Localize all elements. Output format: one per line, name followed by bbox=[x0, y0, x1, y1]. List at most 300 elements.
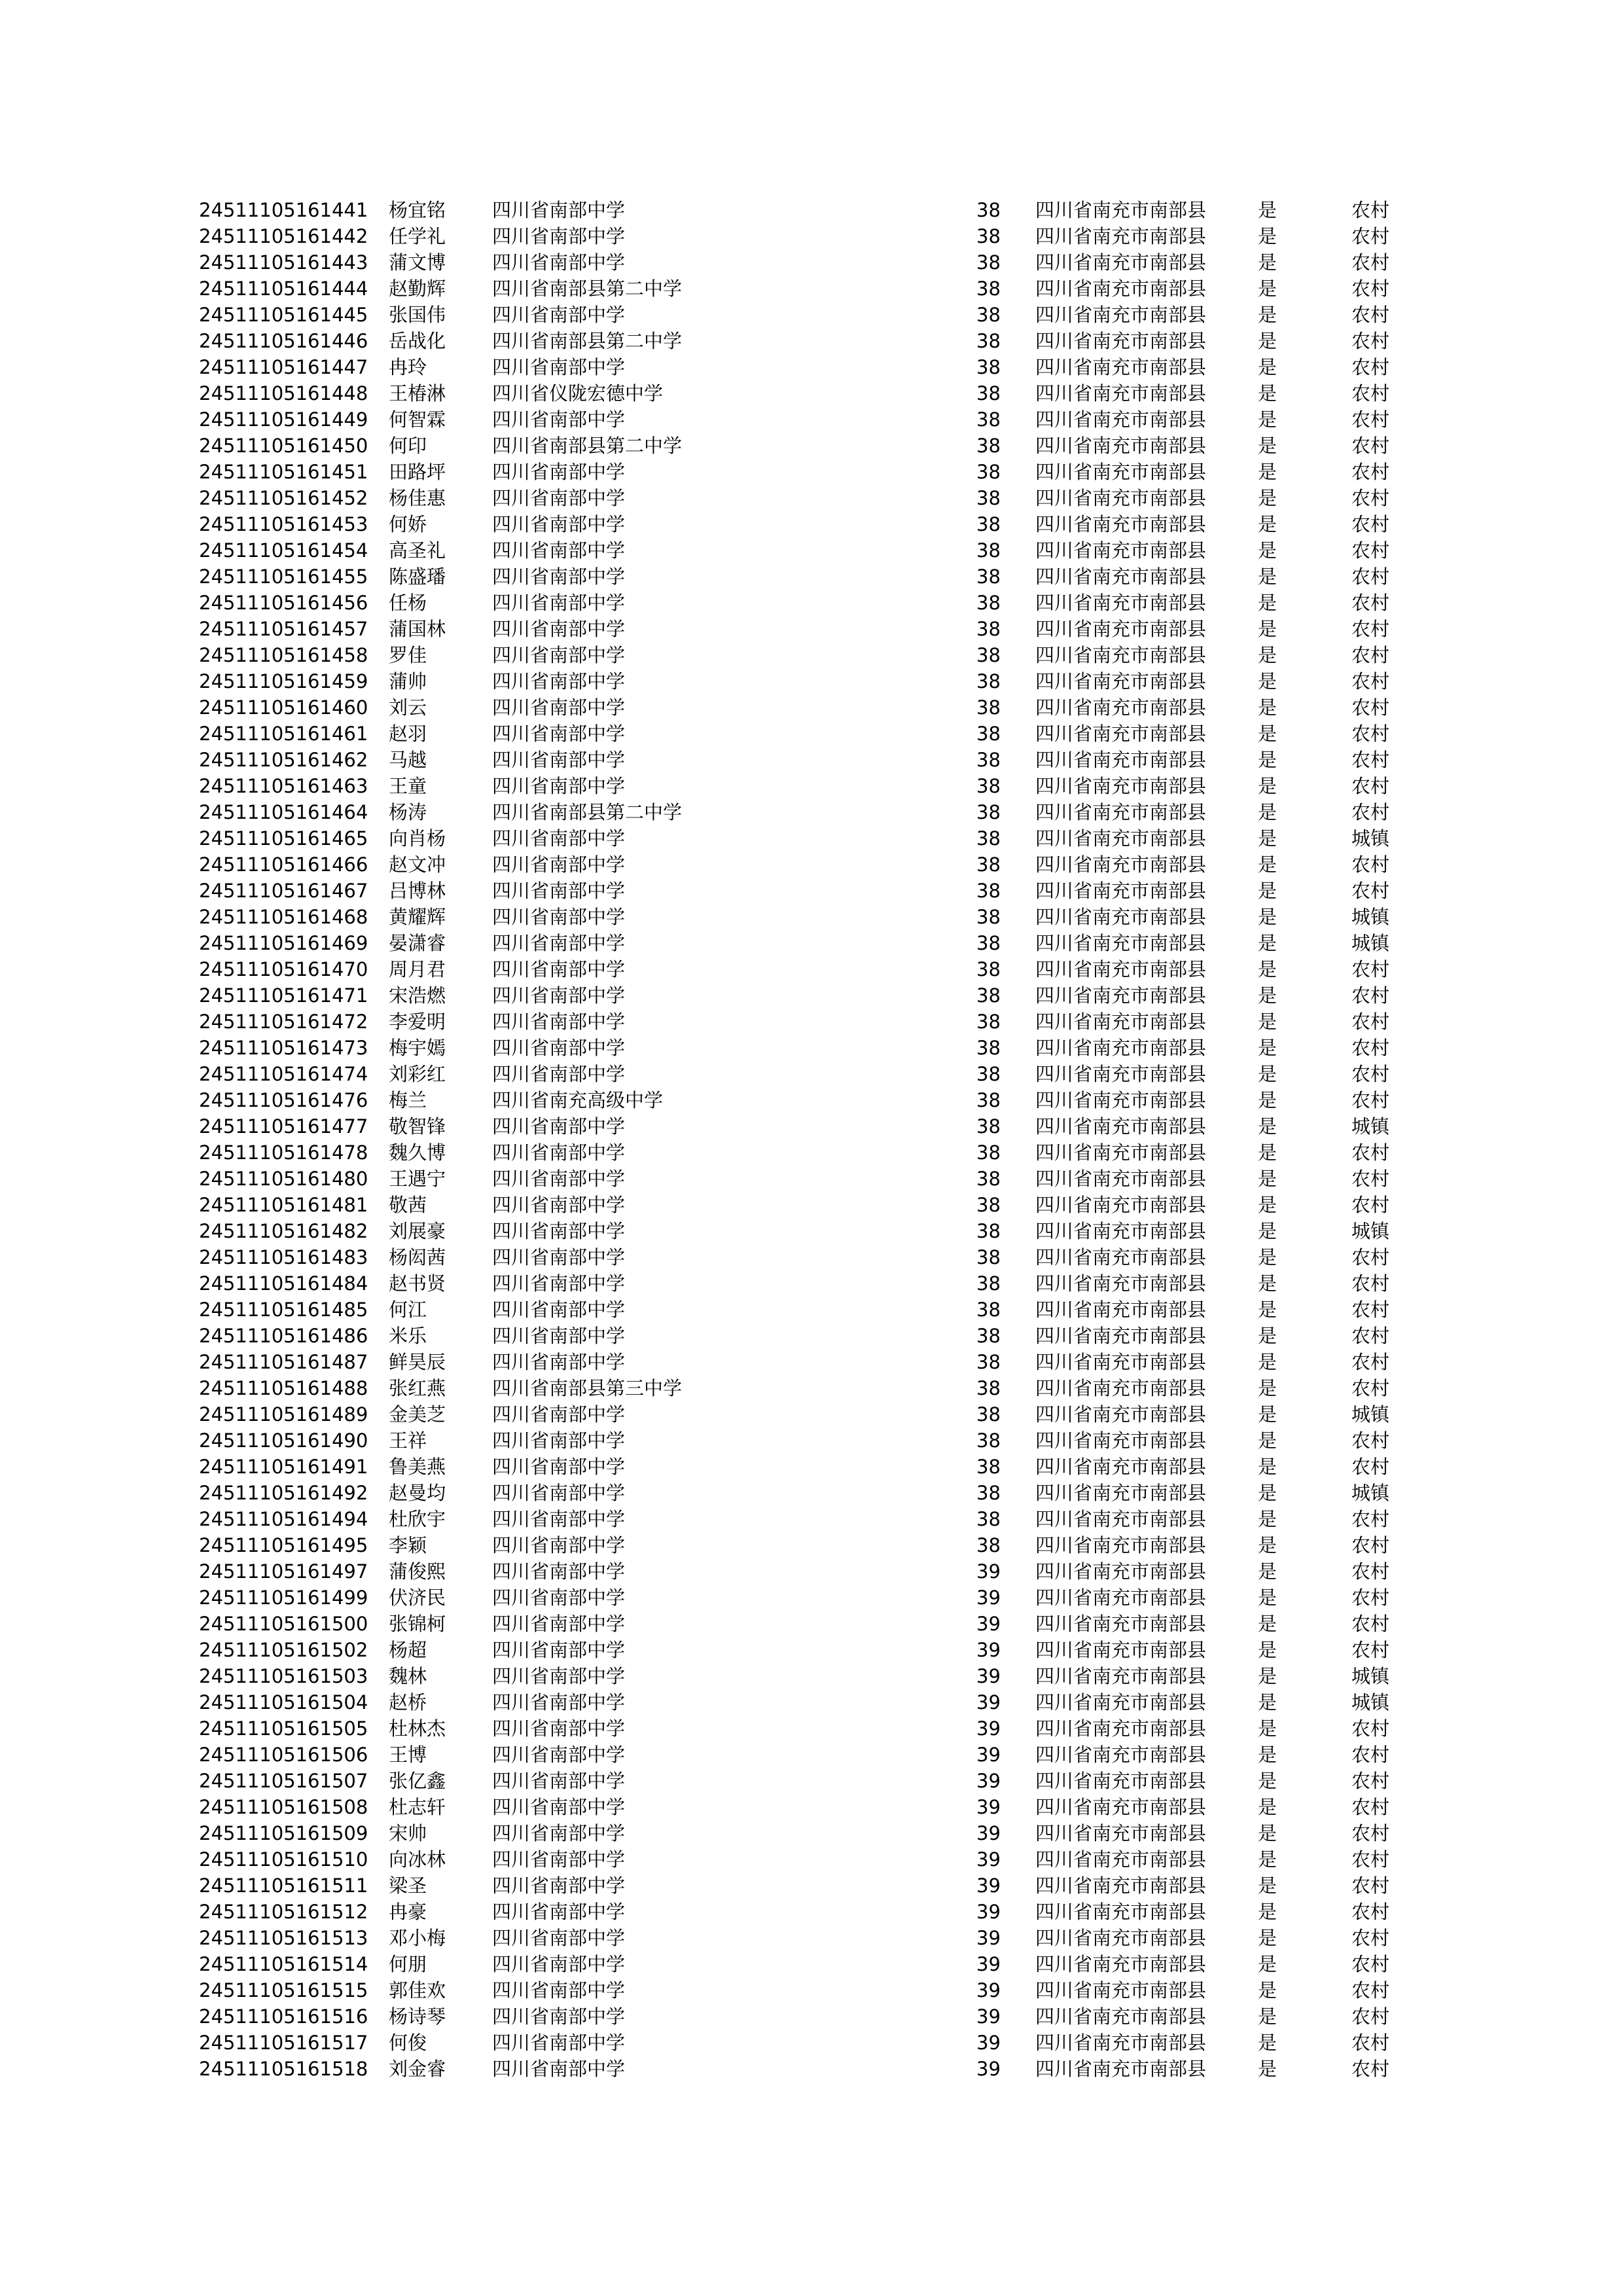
student-name-cell: 魏久博 bbox=[389, 1141, 446, 1164]
exam-id-cell: 24511105161454 bbox=[199, 539, 368, 562]
eligibility-cell: 是 bbox=[1258, 696, 1277, 719]
student-name-cell: 张亿鑫 bbox=[389, 1770, 446, 1792]
table-row bbox=[199, 1951, 1430, 1977]
address-cell: 四川省南充市南部县 bbox=[1035, 1848, 1207, 1871]
score-cell: 38 bbox=[976, 1063, 1001, 1085]
school-cell: 四川省南部中学 bbox=[492, 199, 626, 221]
eligibility-cell: 是 bbox=[1258, 1560, 1277, 1583]
table-row bbox=[199, 1585, 1430, 1611]
score-cell: 38 bbox=[976, 1194, 1001, 1216]
eligibility-cell: 是 bbox=[1258, 251, 1277, 274]
exam-id-cell: 24511105161458 bbox=[199, 644, 368, 666]
residence-type-cell: 农村 bbox=[1351, 1351, 1390, 1373]
eligibility-cell: 是 bbox=[1258, 1848, 1277, 1871]
table-row bbox=[199, 1375, 1430, 1401]
eligibility-cell: 是 bbox=[1258, 749, 1277, 771]
school-cell: 四川省南部中学 bbox=[492, 723, 626, 745]
address-cell: 四川省南充市南部县 bbox=[1035, 696, 1207, 719]
student-name-cell: 李爱明 bbox=[389, 1011, 446, 1033]
score-cell: 39 bbox=[976, 1901, 1001, 1923]
address-cell: 四川省南充市南部县 bbox=[1035, 251, 1207, 274]
exam-id-cell: 24511105161472 bbox=[199, 1011, 368, 1033]
residence-type-cell: 农村 bbox=[1351, 1429, 1390, 1452]
exam-id-cell: 24511105161476 bbox=[199, 1089, 368, 1111]
eligibility-cell: 是 bbox=[1258, 1796, 1277, 1818]
school-cell: 四川省南部中学 bbox=[492, 1220, 626, 1242]
score-cell: 38 bbox=[976, 1325, 1001, 1347]
school-cell: 四川省南部中学 bbox=[492, 1717, 626, 1740]
address-cell: 四川省南充市南部县 bbox=[1035, 225, 1207, 247]
eligibility-cell: 是 bbox=[1258, 1220, 1277, 1242]
school-cell: 四川省南部中学 bbox=[492, 304, 626, 326]
school-cell: 四川省南部中学 bbox=[492, 513, 626, 535]
score-cell: 39 bbox=[976, 2005, 1001, 2028]
residence-type-cell: 农村 bbox=[1351, 330, 1390, 352]
score-cell: 38 bbox=[976, 1456, 1001, 1478]
student-name-cell: 刘金睿 bbox=[389, 2058, 446, 2080]
address-cell: 四川省南充市南部县 bbox=[1035, 749, 1207, 771]
student-name-cell: 杨涛 bbox=[389, 801, 427, 823]
exam-id-cell: 24511105161474 bbox=[199, 1063, 368, 1085]
school-cell: 四川省南部中学 bbox=[492, 1953, 626, 1975]
address-cell: 四川省南充市南部县 bbox=[1035, 565, 1207, 588]
eligibility-cell: 是 bbox=[1258, 1717, 1277, 1740]
residence-type-cell: 城镇 bbox=[1351, 1115, 1390, 1138]
score-cell: 38 bbox=[976, 906, 1001, 928]
residence-type-cell: 农村 bbox=[1351, 1456, 1390, 1478]
address-cell: 四川省南充市南部县 bbox=[1035, 1482, 1207, 1504]
exam-id-cell: 24511105161490 bbox=[199, 1429, 368, 1452]
residence-type-cell: 农村 bbox=[1351, 382, 1390, 404]
student-name-cell: 伏济民 bbox=[389, 1587, 446, 1609]
residence-type-cell: 城镇 bbox=[1351, 1665, 1390, 1687]
score-cell: 38 bbox=[976, 199, 1001, 221]
student-name-cell: 赵曼均 bbox=[389, 1482, 446, 1504]
exam-id-cell: 24511105161471 bbox=[199, 984, 368, 1007]
table-row bbox=[199, 406, 1430, 433]
residence-type-cell: 农村 bbox=[1351, 1377, 1390, 1399]
student-roster-table bbox=[199, 197, 1430, 2082]
score-cell: 39 bbox=[976, 1979, 1001, 2001]
table-row bbox=[199, 590, 1430, 616]
eligibility-cell: 是 bbox=[1258, 2032, 1277, 2054]
student-name-cell: 赵羽 bbox=[389, 723, 427, 745]
address-cell: 四川省南充市南部县 bbox=[1035, 2058, 1207, 2080]
table-row bbox=[199, 1846, 1430, 1873]
school-cell: 四川省南部中学 bbox=[492, 2005, 626, 2028]
table-row bbox=[199, 511, 1430, 537]
exam-id-cell: 24511105161484 bbox=[199, 1272, 368, 1295]
student-name-cell: 敬智锋 bbox=[389, 1115, 446, 1138]
student-name-cell: 杜欣宇 bbox=[389, 1508, 446, 1530]
student-name-cell: 冉豪 bbox=[389, 1901, 427, 1923]
exam-id-cell: 24511105161492 bbox=[199, 1482, 368, 1504]
student-name-cell: 米乐 bbox=[389, 1325, 427, 1347]
table-row bbox=[199, 930, 1430, 956]
eligibility-cell: 是 bbox=[1258, 330, 1277, 352]
exam-id-cell: 24511105161452 bbox=[199, 487, 368, 509]
exam-id-cell: 24511105161448 bbox=[199, 382, 368, 404]
eligibility-cell: 是 bbox=[1258, 1194, 1277, 1216]
exam-id-cell: 24511105161449 bbox=[199, 408, 368, 431]
table-row bbox=[199, 1218, 1430, 1244]
table-row bbox=[199, 1323, 1430, 1349]
residence-type-cell: 农村 bbox=[1351, 435, 1390, 457]
exam-id-cell: 24511105161514 bbox=[199, 1953, 368, 1975]
student-name-cell: 蒲文博 bbox=[389, 251, 446, 274]
eligibility-cell: 是 bbox=[1258, 670, 1277, 692]
student-name-cell: 吕博林 bbox=[389, 880, 446, 902]
table-row bbox=[199, 1925, 1430, 1951]
school-cell: 四川省南部中学 bbox=[492, 592, 626, 614]
school-cell: 四川省南部中学 bbox=[492, 1560, 626, 1583]
exam-id-cell: 24511105161499 bbox=[199, 1587, 368, 1609]
score-cell: 38 bbox=[976, 696, 1001, 719]
student-name-cell: 高圣礼 bbox=[389, 539, 446, 562]
eligibility-cell: 是 bbox=[1258, 958, 1277, 980]
table-row bbox=[199, 1742, 1430, 1768]
residence-type-cell: 农村 bbox=[1351, 958, 1390, 980]
exam-id-cell: 24511105161502 bbox=[199, 1639, 368, 1661]
score-cell: 39 bbox=[976, 2058, 1001, 2080]
eligibility-cell: 是 bbox=[1258, 1377, 1277, 1399]
address-cell: 四川省南充市南部县 bbox=[1035, 304, 1207, 326]
table-row bbox=[199, 1192, 1430, 1218]
school-cell: 四川省南部中学 bbox=[492, 1613, 626, 1635]
exam-id-cell: 24511105161512 bbox=[199, 1901, 368, 1923]
student-name-cell: 邓小梅 bbox=[389, 1927, 446, 1949]
address-cell: 四川省南充市南部县 bbox=[1035, 408, 1207, 431]
address-cell: 四川省南充市南部县 bbox=[1035, 1587, 1207, 1609]
table-row bbox=[199, 1794, 1430, 1820]
residence-type-cell: 农村 bbox=[1351, 1744, 1390, 1766]
residence-type-cell: 农村 bbox=[1351, 251, 1390, 274]
residence-type-cell: 农村 bbox=[1351, 304, 1390, 326]
address-cell: 四川省南充市南部县 bbox=[1035, 827, 1207, 850]
residence-type-cell: 农村 bbox=[1351, 801, 1390, 823]
residence-type-cell: 农村 bbox=[1351, 1508, 1390, 1530]
exam-id-cell: 24511105161482 bbox=[199, 1220, 368, 1242]
eligibility-cell: 是 bbox=[1258, 932, 1277, 954]
student-name-cell: 梅宇嫣 bbox=[389, 1037, 446, 1059]
table-row bbox=[199, 1611, 1430, 1637]
residence-type-cell: 农村 bbox=[1351, 1168, 1390, 1190]
school-cell: 四川省南部中学 bbox=[492, 1194, 626, 1216]
school-cell: 四川省南部中学 bbox=[492, 906, 626, 928]
score-cell: 38 bbox=[976, 382, 1001, 404]
score-cell: 38 bbox=[976, 408, 1001, 431]
eligibility-cell: 是 bbox=[1258, 356, 1277, 378]
school-cell: 四川省南部中学 bbox=[492, 880, 626, 902]
table-row bbox=[199, 223, 1430, 249]
eligibility-cell: 是 bbox=[1258, 435, 1277, 457]
exam-id-cell: 24511105161441 bbox=[199, 199, 368, 221]
exam-id-cell: 24511105161470 bbox=[199, 958, 368, 980]
score-cell: 38 bbox=[976, 827, 1001, 850]
residence-type-cell: 农村 bbox=[1351, 1246, 1390, 1268]
address-cell: 四川省南充市南部县 bbox=[1035, 1351, 1207, 1373]
eligibility-cell: 是 bbox=[1258, 1822, 1277, 1844]
score-cell: 38 bbox=[976, 958, 1001, 980]
eligibility-cell: 是 bbox=[1258, 1456, 1277, 1478]
exam-id-cell: 24511105161518 bbox=[199, 2058, 368, 2080]
eligibility-cell: 是 bbox=[1258, 1351, 1277, 1373]
exam-id-cell: 24511105161444 bbox=[199, 278, 368, 300]
school-cell: 四川省南部县第二中学 bbox=[492, 330, 683, 352]
eligibility-cell: 是 bbox=[1258, 618, 1277, 640]
exam-id-cell: 24511105161486 bbox=[199, 1325, 368, 1347]
residence-type-cell: 农村 bbox=[1351, 618, 1390, 640]
exam-id-cell: 24511105161469 bbox=[199, 932, 368, 954]
table-row bbox=[199, 1873, 1430, 1899]
school-cell: 四川省南部县第三中学 bbox=[492, 1377, 683, 1399]
school-cell: 四川省南部中学 bbox=[492, 932, 626, 954]
score-cell: 38 bbox=[976, 565, 1001, 588]
exam-id-cell: 24511105161450 bbox=[199, 435, 368, 457]
school-cell: 四川省南部中学 bbox=[492, 1587, 626, 1609]
exam-id-cell: 24511105161510 bbox=[199, 1848, 368, 1871]
address-cell: 四川省南充市南部县 bbox=[1035, 1456, 1207, 1478]
table-row bbox=[199, 773, 1430, 799]
address-cell: 四川省南充市南部县 bbox=[1035, 592, 1207, 614]
address-cell: 四川省南充市南部县 bbox=[1035, 670, 1207, 692]
student-name-cell: 赵勤辉 bbox=[389, 278, 446, 300]
table-row bbox=[199, 459, 1430, 485]
eligibility-cell: 是 bbox=[1258, 1325, 1277, 1347]
school-cell: 四川省南部中学 bbox=[492, 1325, 626, 1347]
eligibility-cell: 是 bbox=[1258, 1429, 1277, 1452]
residence-type-cell: 农村 bbox=[1351, 749, 1390, 771]
table-row bbox=[199, 1715, 1430, 1742]
eligibility-cell: 是 bbox=[1258, 1037, 1277, 1059]
table-row bbox=[199, 904, 1430, 930]
residence-type-cell: 农村 bbox=[1351, 2005, 1390, 2028]
address-cell: 四川省南充市南部县 bbox=[1035, 1037, 1207, 1059]
table-row bbox=[199, 1087, 1430, 1113]
table-row bbox=[199, 616, 1430, 642]
address-cell: 四川省南充市南部县 bbox=[1035, 1874, 1207, 1897]
eligibility-cell: 是 bbox=[1258, 1744, 1277, 1766]
exam-id-cell: 24511105161466 bbox=[199, 853, 368, 876]
exam-id-cell: 24511105161489 bbox=[199, 1403, 368, 1426]
table-row bbox=[199, 1113, 1430, 1139]
school-cell: 四川省南部中学 bbox=[492, 408, 626, 431]
school-cell: 四川省南部中学 bbox=[492, 618, 626, 640]
eligibility-cell: 是 bbox=[1258, 565, 1277, 588]
address-cell: 四川省南充市南部县 bbox=[1035, 1822, 1207, 1844]
school-cell: 四川省南部中学 bbox=[492, 827, 626, 850]
score-cell: 38 bbox=[976, 1482, 1001, 1504]
school-cell: 四川省南部县第二中学 bbox=[492, 435, 683, 457]
score-cell: 39 bbox=[976, 1848, 1001, 1871]
table-row bbox=[199, 197, 1430, 223]
residence-type-cell: 农村 bbox=[1351, 1770, 1390, 1792]
table-row bbox=[199, 1480, 1430, 1506]
exam-id-cell: 24511105161468 bbox=[199, 906, 368, 928]
eligibility-cell: 是 bbox=[1258, 539, 1277, 562]
school-cell: 四川省南部中学 bbox=[492, 1874, 626, 1897]
eligibility-cell: 是 bbox=[1258, 1927, 1277, 1949]
eligibility-cell: 是 bbox=[1258, 1874, 1277, 1897]
student-name-cell: 刘展豪 bbox=[389, 1220, 446, 1242]
eligibility-cell: 是 bbox=[1258, 827, 1277, 850]
exam-id-cell: 24511105161473 bbox=[199, 1037, 368, 1059]
exam-id-cell: 24511105161488 bbox=[199, 1377, 368, 1399]
table-row bbox=[199, 564, 1430, 590]
eligibility-cell: 是 bbox=[1258, 1639, 1277, 1661]
address-cell: 四川省南充市南部县 bbox=[1035, 2032, 1207, 2054]
school-cell: 四川省南部中学 bbox=[492, 1822, 626, 1844]
score-cell: 38 bbox=[976, 618, 1001, 640]
table-row bbox=[199, 1297, 1430, 1323]
table-row bbox=[199, 1820, 1430, 1846]
score-cell: 38 bbox=[976, 853, 1001, 876]
table-row bbox=[199, 825, 1430, 852]
student-name-cell: 罗佳 bbox=[389, 644, 427, 666]
table-row bbox=[199, 302, 1430, 328]
exam-id-cell: 24511105161508 bbox=[199, 1796, 368, 1818]
student-name-cell: 向肖杨 bbox=[389, 827, 446, 850]
eligibility-cell: 是 bbox=[1258, 2058, 1277, 2080]
student-name-cell: 杨超 bbox=[389, 1639, 427, 1661]
school-cell: 四川省南部中学 bbox=[492, 958, 626, 980]
score-cell: 39 bbox=[976, 1927, 1001, 1949]
residence-type-cell: 农村 bbox=[1351, 592, 1390, 614]
residence-type-cell: 农村 bbox=[1351, 723, 1390, 745]
table-row bbox=[199, 1663, 1430, 1689]
table-row bbox=[199, 1558, 1430, 1585]
table-row bbox=[199, 276, 1430, 302]
address-cell: 四川省南充市南部县 bbox=[1035, 1770, 1207, 1792]
student-name-cell: 金美芝 bbox=[389, 1403, 446, 1426]
score-cell: 38 bbox=[976, 1037, 1001, 1059]
residence-type-cell: 农村 bbox=[1351, 1011, 1390, 1033]
score-cell: 39 bbox=[976, 1770, 1001, 1792]
eligibility-cell: 是 bbox=[1258, 1246, 1277, 1268]
school-cell: 四川省南部中学 bbox=[492, 1168, 626, 1190]
score-cell: 38 bbox=[976, 487, 1001, 509]
table-row bbox=[199, 1977, 1430, 2003]
table-row bbox=[199, 982, 1430, 1009]
student-name-cell: 向冰林 bbox=[389, 1848, 446, 1871]
score-cell: 38 bbox=[976, 644, 1001, 666]
eligibility-cell: 是 bbox=[1258, 487, 1277, 509]
eligibility-cell: 是 bbox=[1258, 1691, 1277, 1713]
address-cell: 四川省南充市南部县 bbox=[1035, 2005, 1207, 2028]
student-name-cell: 杨宜铭 bbox=[389, 199, 446, 221]
address-cell: 四川省南充市南部县 bbox=[1035, 356, 1207, 378]
school-cell: 四川省南部中学 bbox=[492, 1691, 626, 1713]
table-row bbox=[199, 2056, 1430, 2082]
residence-type-cell: 农村 bbox=[1351, 199, 1390, 221]
address-cell: 四川省南充市南部县 bbox=[1035, 461, 1207, 483]
table-row bbox=[199, 1166, 1430, 1192]
table-row bbox=[199, 747, 1430, 773]
score-cell: 38 bbox=[976, 461, 1001, 483]
school-cell: 四川省南部中学 bbox=[492, 696, 626, 719]
school-cell: 四川省南部中学 bbox=[492, 1351, 626, 1373]
score-cell: 38 bbox=[976, 1272, 1001, 1295]
school-cell: 四川省南部中学 bbox=[492, 565, 626, 588]
residence-type-cell: 农村 bbox=[1351, 1874, 1390, 1897]
address-cell: 四川省南充市南部县 bbox=[1035, 1927, 1207, 1949]
exam-id-cell: 24511105161483 bbox=[199, 1246, 368, 1268]
residence-type-cell: 农村 bbox=[1351, 1587, 1390, 1609]
eligibility-cell: 是 bbox=[1258, 880, 1277, 902]
table-row bbox=[199, 1139, 1430, 1166]
address-cell: 四川省南充市南部县 bbox=[1035, 1744, 1207, 1766]
table-row bbox=[199, 1637, 1430, 1663]
score-cell: 39 bbox=[976, 1822, 1001, 1844]
eligibility-cell: 是 bbox=[1258, 906, 1277, 928]
address-cell: 四川省南充市南部县 bbox=[1035, 644, 1207, 666]
table-row bbox=[199, 1427, 1430, 1454]
student-name-cell: 何江 bbox=[389, 1299, 427, 1321]
score-cell: 38 bbox=[976, 1377, 1001, 1399]
school-cell: 四川省南部中学 bbox=[492, 1534, 626, 1556]
address-cell: 四川省南充市南部县 bbox=[1035, 1220, 1207, 1242]
table-row bbox=[199, 537, 1430, 564]
student-name-cell: 赵书贤 bbox=[389, 1272, 446, 1295]
address-cell: 四川省南充市南部县 bbox=[1035, 1115, 1207, 1138]
table-row bbox=[199, 799, 1430, 825]
eligibility-cell: 是 bbox=[1258, 1613, 1277, 1635]
eligibility-cell: 是 bbox=[1258, 225, 1277, 247]
table-row bbox=[199, 1061, 1430, 1087]
residence-type-cell: 农村 bbox=[1351, 696, 1390, 719]
score-cell: 38 bbox=[976, 330, 1001, 352]
table-row bbox=[199, 1454, 1430, 1480]
exam-id-cell: 24511105161517 bbox=[199, 2032, 368, 2054]
school-cell: 四川省南部中学 bbox=[492, 1901, 626, 1923]
address-cell: 四川省南充市南部县 bbox=[1035, 330, 1207, 352]
score-cell: 38 bbox=[976, 251, 1001, 274]
score-cell: 39 bbox=[976, 1953, 1001, 1975]
table-row bbox=[199, 2030, 1430, 2056]
address-cell: 四川省南充市南部县 bbox=[1035, 1011, 1207, 1033]
score-cell: 38 bbox=[976, 1508, 1001, 1530]
score-cell: 38 bbox=[976, 539, 1001, 562]
score-cell: 38 bbox=[976, 1220, 1001, 1242]
residence-type-cell: 城镇 bbox=[1351, 1220, 1390, 1242]
exam-id-cell: 24511105161491 bbox=[199, 1456, 368, 1478]
school-cell: 四川省南部中学 bbox=[492, 1848, 626, 1871]
residence-type-cell: 农村 bbox=[1351, 565, 1390, 588]
score-cell: 39 bbox=[976, 1613, 1001, 1635]
eligibility-cell: 是 bbox=[1258, 1089, 1277, 1111]
exam-id-cell: 24511105161462 bbox=[199, 749, 368, 771]
address-cell: 四川省南充市南部县 bbox=[1035, 1665, 1207, 1687]
student-name-cell: 宋浩燃 bbox=[389, 984, 446, 1007]
eligibility-cell: 是 bbox=[1258, 723, 1277, 745]
student-name-cell: 杜林杰 bbox=[389, 1717, 446, 1740]
score-cell: 38 bbox=[976, 880, 1001, 902]
address-cell: 四川省南充市南部县 bbox=[1035, 1613, 1207, 1635]
residence-type-cell: 农村 bbox=[1351, 1063, 1390, 1085]
address-cell: 四川省南充市南部县 bbox=[1035, 775, 1207, 797]
school-cell: 四川省南部中学 bbox=[492, 853, 626, 876]
exam-id-cell: 24511105161515 bbox=[199, 1979, 368, 2001]
student-name-cell: 岳战化 bbox=[389, 330, 446, 352]
table-row bbox=[199, 1506, 1430, 1532]
score-cell: 38 bbox=[976, 592, 1001, 614]
address-cell: 四川省南充市南部县 bbox=[1035, 435, 1207, 457]
score-cell: 38 bbox=[976, 1403, 1001, 1426]
school-cell: 四川省南部中学 bbox=[492, 356, 626, 378]
residence-type-cell: 农村 bbox=[1351, 670, 1390, 692]
school-cell: 四川省南部中学 bbox=[492, 984, 626, 1007]
residence-type-cell: 城镇 bbox=[1351, 932, 1390, 954]
